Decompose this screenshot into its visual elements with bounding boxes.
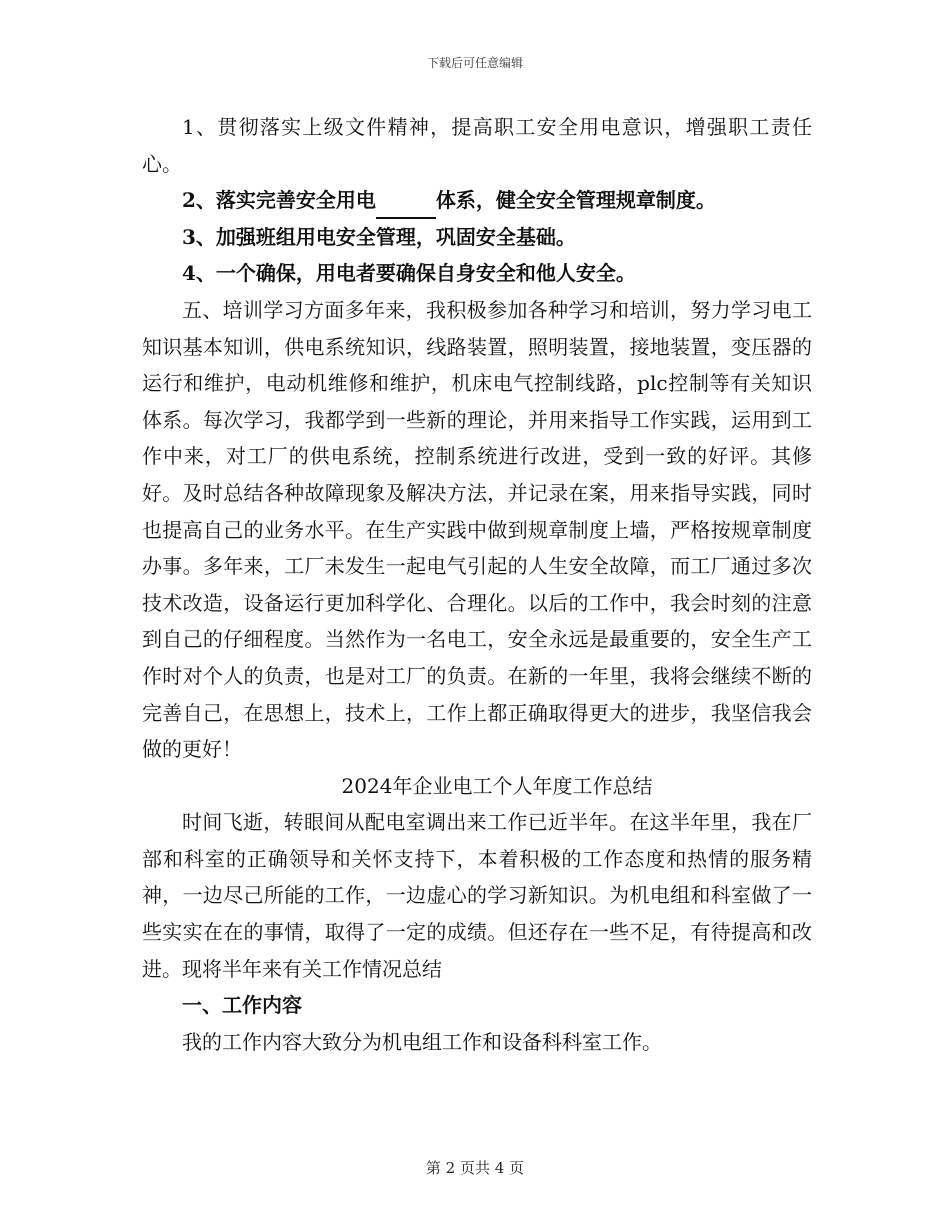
paragraph-item-3: 3、加强班组用电安全管理，巩固安全基础。	[182, 224, 576, 249]
paragraph-item-2-end: 体系，健全安全管理规章制度。	[435, 188, 716, 213]
paragraph-work-content: 我的工作内容大致分为机电组工作和设备科科室工作。	[182, 1029, 662, 1054]
paragraph-item-4: 4、一个确保，用电者要确保自身安全和他人安全。	[182, 261, 636, 286]
paragraph-training: 五、培训学习方面多年来，我积极参加各种学习和培训，努力学习电工知识基本知训，供电系统知识，线路装置，照明装置，接地装置，变压器的运行和维护，电动机维修和维护，机床电气控制线路，plc控制等有关知识体系。每次学习，我都学到一些新的理论，并用来指导工作实践，运用到工作中来，对工厂的供电系统，控制系统进行改进，受到一致的好评。其修好。及时总结各种故障现象及解决方法，并记录在案，用来指导实践，同时也提高自己的业务水平。在生产实践中做到规章制度上墙，严格按规章制度办事。多年来，工厂未发生一起电气引起的人生安全故障，而工厂通过多次技术改造，设备运行更加科学化、合理化。以后的工作中，我会时刻的注意到自己的仔细程度。当然作为一名电工，安全永远是最重要的，安全生产工作时对个人的负责，也是对工厂的负责。在新的一年里，我将会继续不断的完善自己，在思想上，技术上，工作上都正确取得更大的进步，我坚信我会做的更好！	[142, 297, 812, 762]
document-body	[142, 109, 812, 1060]
heading-work-content: 一、工作内容	[182, 993, 302, 1018]
paragraph-item-1: 1、贯彻落实上级文件精神，提高职工安全用电意识，增强职工责任心。	[142, 115, 812, 176]
paragraph-item-2	[142, 182, 812, 219]
paragraph-item-2-start: 2、落实完善安全用电	[182, 188, 376, 213]
paragraph-intro: 时间飞逝，转眼间从配电室调出来工作已近半年。在这半年里，我在厂部和科室的正确领导和关怀支持下，本着积极的工作态度和热情的服务精神，一边尽己所能的工作，一边虚心的学习新知识。为机电组和科室做了一些实实在在的事情，取得了一定的成绩。但还存在一些不足，有待提高和改进。现将半年来有关工作情况总结	[142, 810, 812, 981]
blank-underline	[376, 195, 436, 219]
section-title: 2024年企业电工个人年度工作总结	[341, 773, 653, 798]
page-header: 下载后可任意编辑	[426, 56, 523, 70]
page-footer: 第 2 页共 4 页	[425, 1159, 525, 1177]
